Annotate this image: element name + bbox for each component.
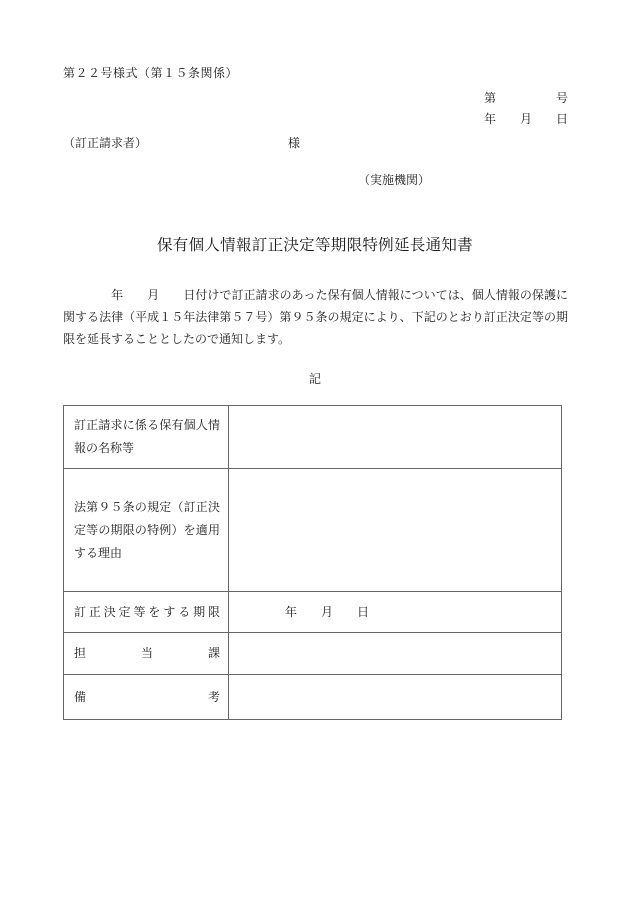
addressee-honorific: 様	[288, 136, 301, 150]
form-number-label: 第２２号様式（第１５条関係）	[63, 66, 239, 80]
table-row-department-in-charge	[64, 633, 562, 675]
row-value-held-info-name	[229, 406, 562, 469]
row-value-department-in-charge	[229, 633, 562, 675]
issue-date-line: 年 月 日	[483, 112, 568, 126]
table-row-correction-deadline	[64, 592, 562, 633]
row-value-remarks	[229, 675, 562, 720]
requester-label: （訂正請求者）	[63, 136, 148, 150]
row-label-remarks: 備考	[64, 675, 229, 720]
row-label-article95-reason: 法第９５条の規定（訂正決定等の期限の特例）を適用する理由	[64, 469, 229, 592]
document-title: 保有個人情報訂正決定等期限特例延長通知書	[156, 237, 473, 254]
record-heading: 記	[308, 372, 321, 386]
notification-body-text: 年 月 日付けで訂正請求のあった保有個人情報については、個人情報の保護に関する法律（平成１５年法律第５７号）第９５条の規定により、下記のとおり訂正決定等の期限を延長することとしたので通知します。	[63, 288, 568, 346]
table-row-remarks	[64, 675, 562, 720]
document-number-line: 第 号	[483, 91, 568, 105]
row-value-article95-reason	[229, 469, 562, 592]
issuing-agency-label: （実施機関）	[358, 173, 431, 187]
form-table	[63, 405, 562, 720]
table-row-held-info-name	[64, 406, 562, 469]
row-label-correction-deadline: 訂正決定等をする期限	[64, 592, 229, 633]
row-value-correction-deadline: 年 月 日	[229, 592, 562, 633]
row-label-department-in-charge: 担当課	[64, 633, 229, 675]
row-label-held-info-name: 訂正請求に係る保有個人情報の名称等	[64, 406, 229, 469]
table-row-article95-reason	[64, 469, 562, 592]
